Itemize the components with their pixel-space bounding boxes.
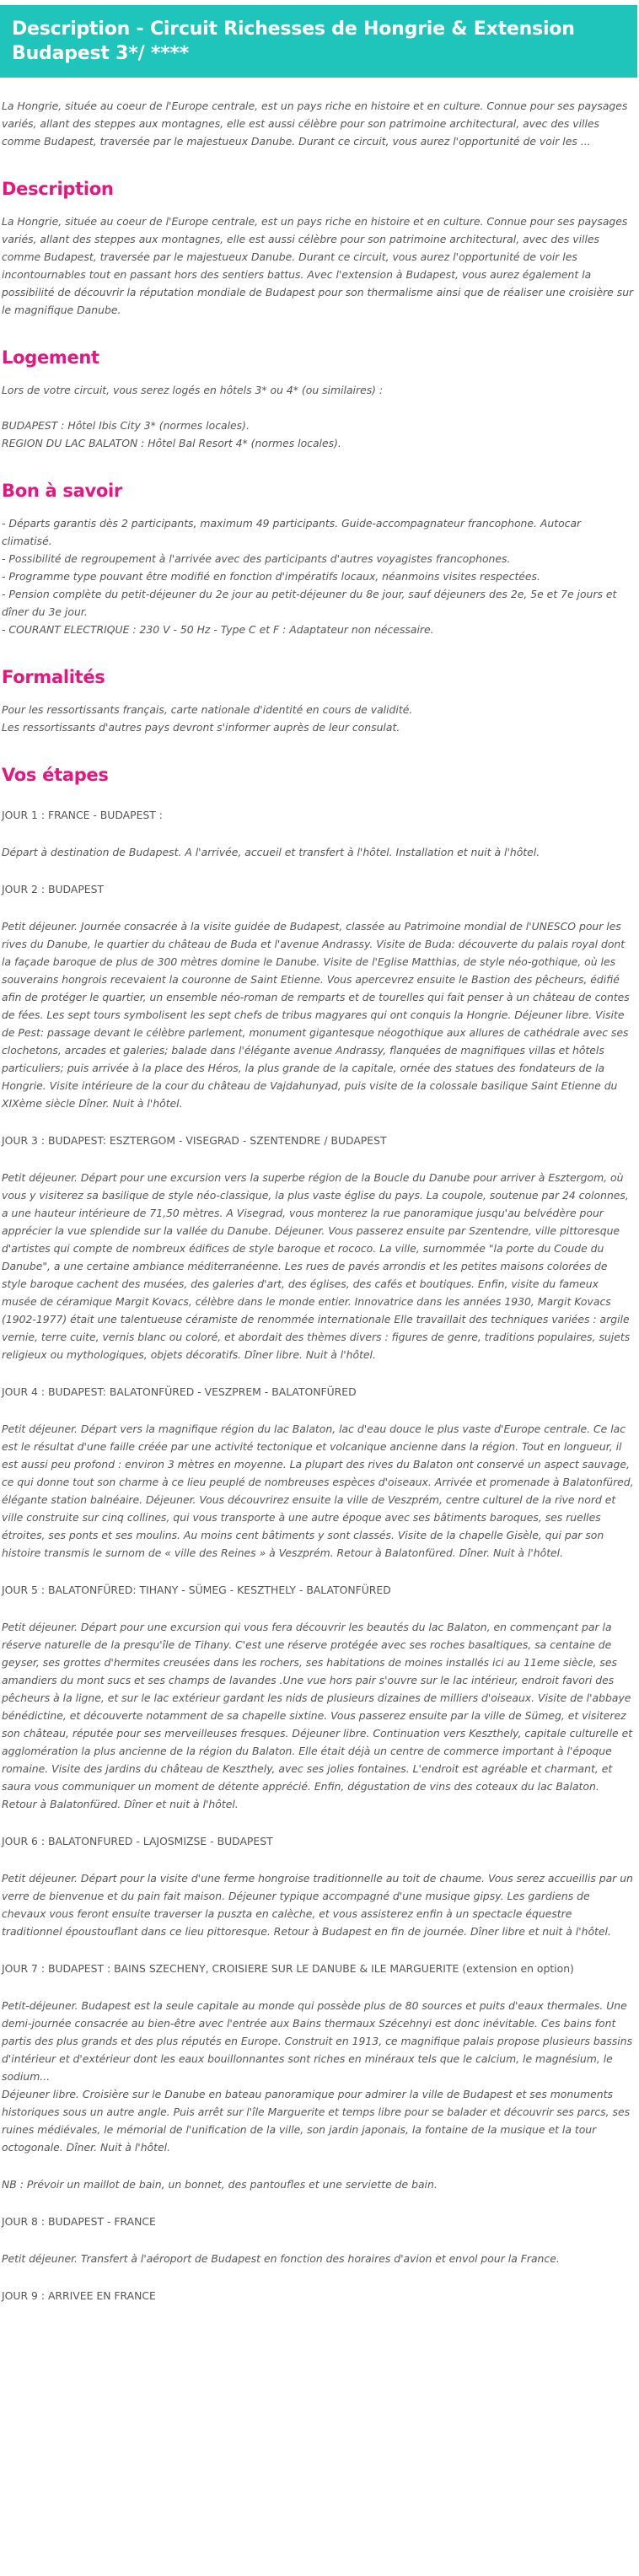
day-title-text: JOUR 5 : BALATONFÜRED: TIHANY - SÜMEG - KESZTHELY - BALATONFÜRED (2, 1584, 391, 1596)
day-title-text: JOUR 6 : BALATONFURED - LAJOSMIZSE - BUDAPEST (2, 1835, 273, 1847)
day-text: Déjeuner libre. Croisière sur le Danube en bateau panoramique pour admirer la ville de Budapest et ses monuments historiques sous un autre angle. Puis arrêt sur l'île Marguerite et temps libre pour se balader et découvrir ses parcs, ses ruines médiévales, le mémorial de l'unification de la ville, son jardin japonais, la fontaine de la musique et la tour octogonale. Dîner. Nuit à l'hôtel. (2, 2088, 631, 2154)
day-9 (2, 2287, 639, 2304)
day-8 (2, 2213, 639, 2267)
page-title: Description - Circuit Richesses de Hongrie & Extension Budapest 3*/ **** (12, 19, 575, 64)
description-text: La Hongrie, située au coeur de l'Europe centrale, est un pays riche en histoire et en culture. Connue pour ses paysages variés, allant des steppes aux montagnes, elle est aussi célèbre pour son patrimoine architectural, avec des villes comme Budapest, traversée par le majestueux Danube. Durant ce circuit, vous aurez l'opportunité de voir les incontournables tout en passant hors des sentiers battus. Avec l'extension à Budapest, vous aurez également la possibilité de découvrir la réputation mondiale de Budapest pour son thermalisme ainsi que de réaliser une croisière sur le magnifique Danube. (2, 215, 634, 316)
logement-block (2, 381, 639, 452)
intro-text: La Hongrie, située au coeur de l'Europe centrale, est un pays riche en histoire et en culture. Connue pour ses paysages variés, allant des steppes aux montagnes, elle est aussi célèbre pour son patrimoine architectural, avec des villes comme Budapest, traversée par le majestueux Danube. Durant ce circuit, vous aurez l'opportunité de voir les ... (2, 99, 628, 148)
day-title (2, 1581, 634, 1599)
day-text: Petit déjeuner. Départ pour une excursion qui vous fera découvrir les beautés du lac Balaton, en commençant par la réserve naturelle de la presqu'île de Tihany. C'est une réserve protégée avec ses roches basaltiques, sa centaine de geyser, ses grottes d'hermites creusées dans les rochers, ses habitations de moines installés ici au 11eme siècle, ses amandiers du mont sucs et ses champs de lavandes .Une vue hors pair s'ouvre sur le lac intérieur, endroit favori des pêcheurs à la ligne, et sur le lac extérieur gardant les nids de plusieurs dizaines de milliers d'oiseaux. Visite de l'abbaye bénédictine, et découverte notamment de sa chapelle sixtine. Vous passerez ensuite par la ville de Sümeg, et visiterez son château, réputée pour ses merveilleuses fresques. Déjeuner libre. Continuation vers Keszthely, capitale culturelle et agglomération la plus ancienne de la région du Balaton. Elle était déjà un centre de commerce important à l'époque romaine. Visite des jardins du château de Keszthely, avec ses jolies fontaines. L'endroit est agréable et charmant, et saura vous communiquer un moment de détente apprécié. Enfin, dégustation de vins des coteaux du lac Balaton. Retour à Balatonfüred. Dîner et nuit à l'hôtel. (2, 1621, 633, 1810)
day-7 (2, 1960, 639, 2156)
day-title-text: JOUR 1 : FRANCE - BUDAPEST : (2, 809, 163, 821)
formalites-line: Les ressortissants d'autres pays devront s'informer auprès de leur consulat. (2, 721, 400, 734)
day-title-text: JOUR 7 : BUDAPEST : BAINS SZECHENY, CROISIERE SUR LE DANUBE & ILE MARGUERITE (2, 1962, 459, 1975)
etapes-heading: Vos étapes (2, 765, 109, 785)
bon-a-savoir-line: - Possibilité de regroupement à l'arrivée avec des participants d'autres voyagistes francophones. (2, 552, 511, 565)
formalites-heading: Formalités (2, 667, 105, 687)
page (0, 5, 639, 2304)
day-text: Petit déjeuner. Départ pour la visite d'une ferme hongroise traditionnelle au toit de chaume. Vous serez accueillis par un verre de bienvenue et du pain fait maison. Déjeuner typique accompagné d'une musique gipsy. Les gardiens de chevaux vous feront ensuite traverser la puszta en calèche, et vous assisterez enfin à un spectacle équestre traditionnel époustouflant dans ce lieu pittoresque. Retour à Budapest en fin de journée. Dîner libre et nuit à l'hôtel. (2, 1872, 633, 1938)
formalites-line: Pour les ressortissants français, carte nationale d'identité en cours de validité. (2, 703, 413, 716)
bon-a-savoir-line: - Programme type pouvant être modifié en fonction d'impératifs locaux, néanmoins visites respectées. (2, 570, 540, 583)
day-title-text: JOUR 2 : BUDAPEST (2, 883, 105, 895)
nb-note: NB : Prévoir un maillot de bain, un bonnet, des pantoufles et une serviette de bain. (2, 2178, 438, 2191)
day-text: Petit déjeuner. Départ pour une excursion vers la superbe région de la Boucle du Danube pour arriver à Esztergom, où vous y visiterez sa basilique de style néo-classique, la plus vaste église du pays. La coupole, soutenue par 24 colonnes, a une hauteur intérieure de 71,50 mètres. A Visegrad, vous monterez la rue panoramique jusqu'au belvédère pour apprécier la vue splendide sur la vallée du Danube. Déjeuner. Vous passerez ensuite par Szentendre, ville pittoresque d'artistes qui compte de nombreux édifices de style baroque et rococo. La ville, surnommée "la porte du Coude du Danube", a une certaine ambiance méditerranéenne. Les rues de pavés arrondis et les petites maisons colorées de style baroque cachent des musées, des galeries d'art, des églises, des cafés et boutiques. Enfin, visite du fameux musée de céramique Margit Kovacs, célèbre dans le monde entier. Innovatrice dans les années 1930, Margit Kovacs (1902-1977) était une talentueuse céramiste de renommée internationale Elle travaillait des techniques variées : argile vernie, terre cuite, vernis blanc ou coloré, et abordait des thèmes divers : figures de genre, traditions populaires, sujets religieux ou mythologiques, objets décoratifs. Dîner libre. Nuit à l'hôtel. (2, 1171, 631, 1361)
day-5 (2, 1581, 639, 1813)
extension-option-note: (extension en option) (462, 1962, 574, 1975)
day-title-text: JOUR 8 : BUDAPEST - FRANCE (2, 2215, 156, 2228)
day-title-text: JOUR 9 : ARRIVEE EN FRANCE (2, 2289, 156, 2302)
day-title-text: JOUR 4 : BUDAPEST: BALATONFÜRED - VESZPREM - BALATONFÜRED (2, 1385, 357, 1398)
day-text: Petit déjeuner. Journée consacrée à la visite guidée de Budapest, classée au Patrimoine mondial de l'UNESCO pour les rives du Danube, le quartier du château de Buda et l'avenue Andrassy. Visite de Buda: découverte du palais royal dont la façade baroque de plus de 300 mètres domine le Danube. Visite de l'Eglise Matthias, de style néo-gothique, où les souverains hongrois recevaient la couronne de Saint Etienne. Vous apercevrez ensuite le Bastion des pêcheurs, édifié afin de protéger le quartier, un ensemble néo-roman de remparts et de tourelles qui fait penser à un château de contes de fées. Les sept tours symbolisent les sept chefs de tribus magyares qui ont conquis la Hongrie. Déjeuner libre. Visite de Pest: passage devant le célèbre parlement, monument gigantesque néogothique aux allures de cathédrale avec ses clochetons, arcades et galeries; balade dans l'élégante avenue Andrassy, flanquées de magnifiques villas et hôtels particuliers; puis arrivée à la place des Héros, la plus grande de la capitale, ornée des statues des fondateurs de la Hongrie. Visite intérieure de la cour du château de Vajdahunyad, puis visite de la colossale basilique Saint Etienne du XIXème siècle Dîner. Nuit à l'hôtel. (2, 920, 630, 1110)
day-title (2, 880, 634, 898)
day-title-text: JOUR 3 : BUDAPEST: ESZTERGOM - VISEGRAD - SZENTENDRE / BUDAPEST (2, 1134, 387, 1147)
logement-line: Lors de votre circuit, vous serez logés en hôtels 3* ou 4* (ou similaires) : (2, 384, 384, 396)
logement-spacer (2, 399, 639, 417)
day-title (2, 1960, 634, 1977)
bon-a-savoir-block (2, 514, 639, 638)
day-3 (2, 1132, 639, 1363)
title-banner (0, 5, 637, 78)
bon-a-savoir-line: - COURANT ELECTRIQUE : 230 V - 50 Hz - Type C et F : Adaptateur non nécessaire. (2, 623, 434, 636)
logement-heading: Logement (2, 347, 99, 368)
day-2 (2, 880, 639, 1112)
logement-line: BUDAPEST : Hôtel Ibis City 3* (normes locales). (2, 419, 250, 432)
bon-a-savoir-line: - Départs garantis dès 2 participants, maximum 49 participants. Guide-accompagnateur francophone. Autocar climatisé. (2, 517, 582, 547)
description-heading: Description (2, 179, 114, 199)
day-text: Petit-déjeuner. Budapest est la seule capitale au monde qui possède plus de 80 sources et puits d'eaux thermales. Une demi-journée consacrée au bien-être avec l'entrée aux Bains thermaux Szécehnyi est donc inévitable. Ces bains font partis des plus grands et des plus réputés en Europe. Construit en 1913, ce magnifique palais propose plusieurs bassins d'intérieur et d'extérieur dont les eaux bouillonnantes sont riches en minéraux tels que le calcium, le magnésium, le sodium... (2, 1999, 633, 2083)
day-1 (2, 806, 639, 861)
day-text: Petit déjeuner. Transfert à l'aéroport de Budapest en fonction des horaires d'avion et envol pour la France. (2, 2252, 560, 2265)
bon-a-savoir-line: - Pension complète du petit-déjeuner du 2e jour au petit-déjeuner du 8e jour, sauf déjeuners des 2e, 5e et 7e jours et dîner du 3e jour. (2, 588, 617, 618)
day-text: Petit déjeuner. Départ vers la magnifique région du lac Balaton, lac d'eau douce le plus vaste d'Europe centrale. Ce lac est le résultat d'une faille créée par une activité tectonique et volcanique ancienne dans la région. Tout en longueur, il est aussi peu profond : environ 3 mètres en moyenne. La plupart des rives du Balaton ont conservé un aspect sauvage, ce qui donne tout son charme à ce lieu peuplé de nombreuses espèces d'oiseaux. Arrivée et promenade à Balatonfüred, élégante station balnéaire. Déjeuner. Vous découvrirez ensuite la ville de Veszprém, centre culturel de la rive nord et ville construite sur cinq collines, qui vous transporte à une autre époque avec ses bâtiments baroques, ses ruelles étroites, ses ponts et ses moulins. Au moins cent bâtiments y sont classés. Visite de la chapelle Gisèle, qui par son histoire transmis le surnom de « ville des Reines » à Veszprém. Retour à Balatonfüred. Dîner. Nuit à l'hôtel. (2, 1422, 634, 1559)
formalites-block (2, 701, 639, 736)
content (0, 97, 639, 2304)
day-title (2, 806, 634, 824)
logement-line: REGION DU LAC BALATON : Hôtel Bal Resort 4* (normes locales). (2, 437, 341, 449)
day-title (2, 1132, 634, 1149)
day-title (2, 2287, 634, 2304)
day-text: Départ à destination de Budapest. A l'arrivée, accueil et transfert à l'hôtel. Installation et nuit à l'hôtel. (2, 846, 540, 858)
day-title (2, 1383, 634, 1401)
day-4 (2, 1383, 639, 1562)
bon-a-savoir-heading: Bon à savoir (2, 481, 122, 501)
day-title (2, 2213, 634, 2230)
day-6 (2, 1832, 639, 1940)
day-title (2, 1832, 634, 1850)
